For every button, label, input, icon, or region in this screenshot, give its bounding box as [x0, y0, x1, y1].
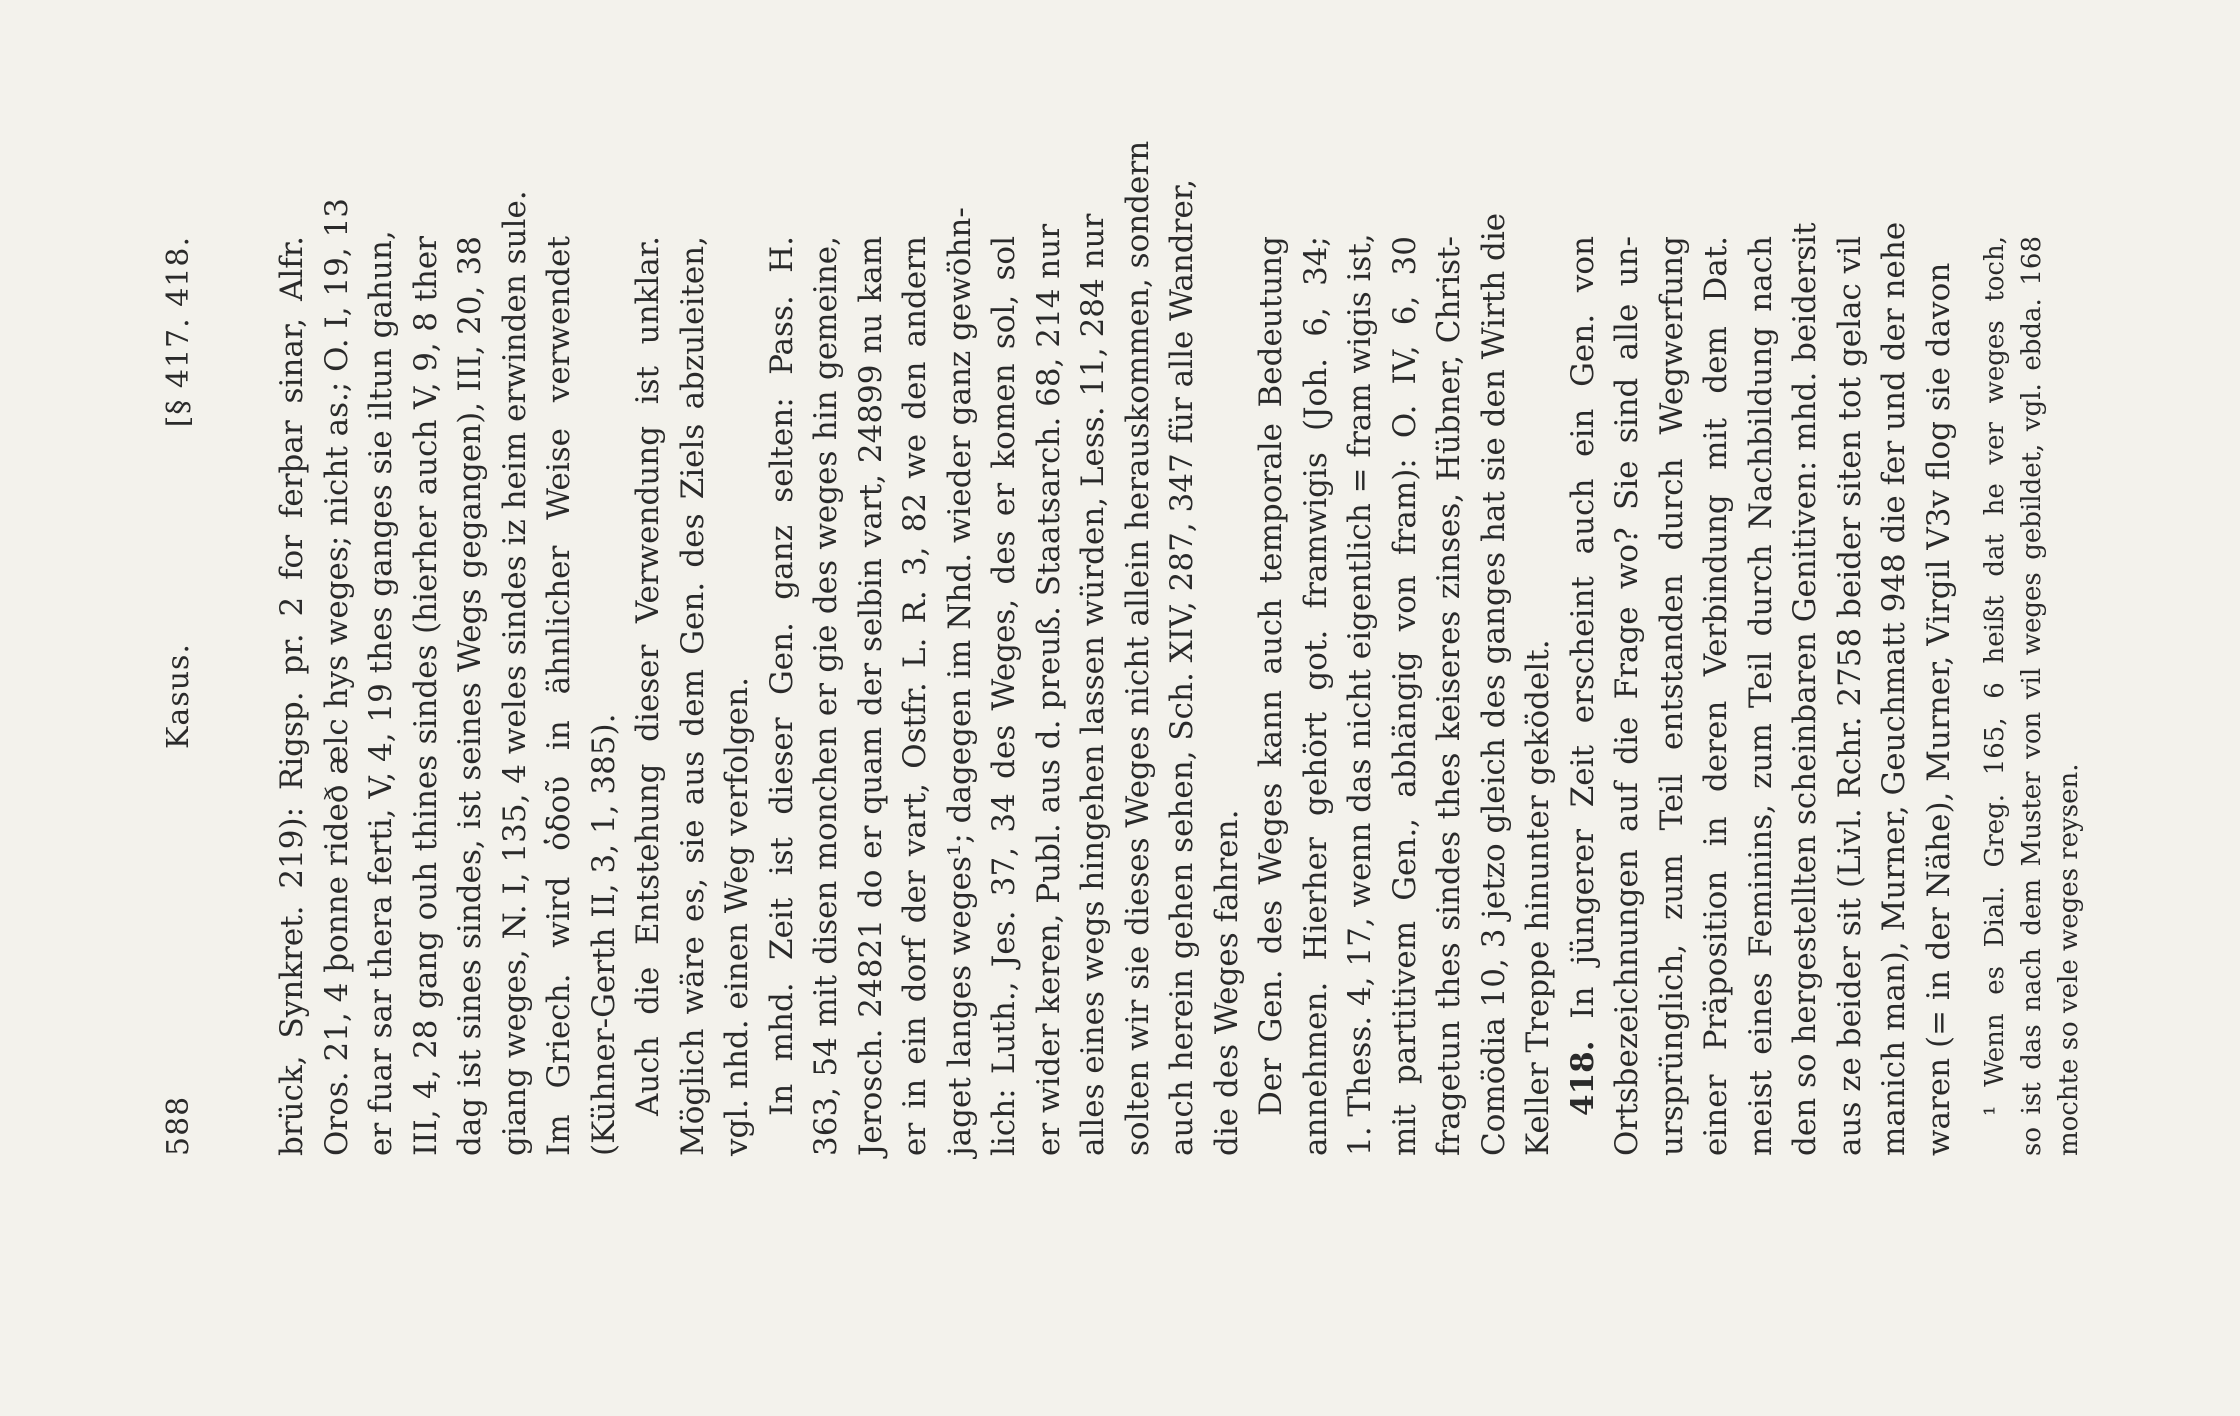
section-418-text	[1605, 221, 1961, 1156]
text-line: Auch die Entstehung dieser Verwendung ist unklar.	[630, 236, 666, 1116]
text-line: Keller Treppe hinunter geködelt.	[1520, 639, 1556, 1156]
text-line: dag ist sines sindes, ist seines Wegs gegangen), III, 20, 38	[452, 236, 488, 1156]
page-title: Kasus.	[161, 643, 196, 749]
section-number-418: 418.	[1564, 1040, 1601, 1116]
text-line: alles eines wegs hingehen lassen würden, Less. 11, 284 nur	[1075, 213, 1111, 1156]
text-line: lich: Luth., Jes. 37, 34 des Weges, des er komen sol, sol	[986, 236, 1022, 1156]
section-reference: [§ 417. 418.	[161, 236, 196, 428]
text-line: manich man), Murner, Geuchmatt 948 die fer und der nehe	[1876, 221, 1912, 1156]
text-line: er in ein dorf der vart, Ostfr. L. R. 3, 82 we den andern	[897, 236, 933, 1156]
text-line: solten wir sie dieses Weges nicht allein herauskommen, sondern	[1119, 140, 1156, 1156]
text-line: (Kühner-Gerth II, 3, 1, 385).	[585, 713, 622, 1156]
text-line: so ist das nach dem Muster von vil weges gebildet, vgl. ebda. 168	[2017, 236, 2047, 1156]
text-line: annehmen. Hierher gehört got. framwigis (Joh. 6, 34;	[1297, 236, 1334, 1156]
text-line: waren (= in der Nähe), Murner, Virgil V3v flog sie davon	[1920, 262, 1957, 1156]
text-line: brück, Synkret. 219): Rigsp. pr. 2 for ferþar sinar, Alfr.	[274, 236, 310, 1156]
text-line: Ortsbezeichnungen auf die Frage wo? Sie sind alle un-	[1609, 236, 1645, 1156]
footnote	[1977, 236, 2088, 1156]
body-text	[270, 140, 2088, 1156]
text-line: 1. Thess. 4, 17, wenn das nicht eigentlich = fram wigis ist,	[1342, 233, 1378, 1156]
running-head	[151, 236, 211, 1156]
text-line: mochte so vele weges reysen.	[2054, 763, 2084, 1156]
text-line: fragetun thes sindes thes keiseres zinses, Hübner, Christ-	[1431, 236, 1467, 1156]
text-line: III, 4, 28 gang ouh thines sindes (hierher auch V, 9, 8 ther	[407, 236, 444, 1156]
text-line: die des Weges fahren.	[1208, 809, 1245, 1156]
text-line: jaget langes weges¹; dagegen im Nhd. wieder ganz gewöhn-	[941, 207, 978, 1156]
text-line: Im Griech. wird ὁδοῦ in ähnlicher Weise verwendet	[541, 236, 577, 1156]
text-line: Der Gen. des Weges kann auch temporale Bedeutung	[1253, 236, 1289, 1116]
text-line: ¹ Wenn es Dial. Greg. 165, 6 heißt dat he ver weges toch,	[1980, 236, 2010, 1116]
text-line: 363, 54 mit disen monchen er gie des weges hin gemeine,	[808, 236, 844, 1156]
document-page	[145, 120, 2095, 1296]
text-line: mit partitivem Gen., abhängig von fram): O. IV, 6, 30	[1386, 236, 1423, 1156]
text-line: vgl. nhd. einen Weg verfolgen.	[719, 677, 755, 1156]
section-417-continuation	[270, 140, 1561, 1156]
section-418-first-line	[1561, 236, 1606, 1156]
text-line: den so hergestellten scheinbaren Genitiven: mhd. beidersit	[1787, 222, 1823, 1156]
text-line: ursprünglich, zum Teil entstanden durch Wegwerfung	[1653, 236, 1690, 1156]
text-line: aus ze beider sit (Livl. Rchr. 2758 beider siten tot gelac vil	[1831, 235, 1868, 1156]
text-line: Oros. 21, 4 þonne rideð ælc hys weges; nicht as.; O. I, 19, 13	[318, 197, 355, 1156]
text-line: Comödia 10, 3 jetzo gleich des ganges hat sie den Wirth die	[1475, 212, 1512, 1156]
text-line: er wider keren, Publ. aus d. preuß. Staatsarch. 68, 214 nur	[1030, 223, 1067, 1156]
text-line: giang weges, N. I, 135, 4 weles sindes iz heim erwinden sule.	[496, 190, 533, 1156]
section-418-first-line-text: In jüngerer Zeit erscheint auch ein Gen. von	[1564, 236, 1601, 1019]
text-line: In mhd. Zeit ist dieser Gen. ganz selten: Pass. H.	[763, 236, 800, 1116]
text-line: einer Präposition in deren Verbindung mit dem Dat.	[1698, 236, 1734, 1156]
text-line: auch herein gehen sehen, Sch. XIV, 287, 347 für alle Wandrer,	[1164, 178, 1200, 1156]
text-line: Jerosch. 24821 do er quam der selbin vart, 24899 nu kam	[852, 236, 889, 1156]
text-line: Möglich wäre es, sie aus dem Gen. des Ziels abzuleiten,	[674, 236, 711, 1156]
text-line: er fuar sar thera ferti, V, 4, 19 thes ganges sie iltun gahun,	[363, 230, 399, 1156]
page-number: 588	[161, 1095, 196, 1156]
text-line: meist eines Feminins, zum Teil durch Nachbildung nach	[1742, 236, 1779, 1156]
